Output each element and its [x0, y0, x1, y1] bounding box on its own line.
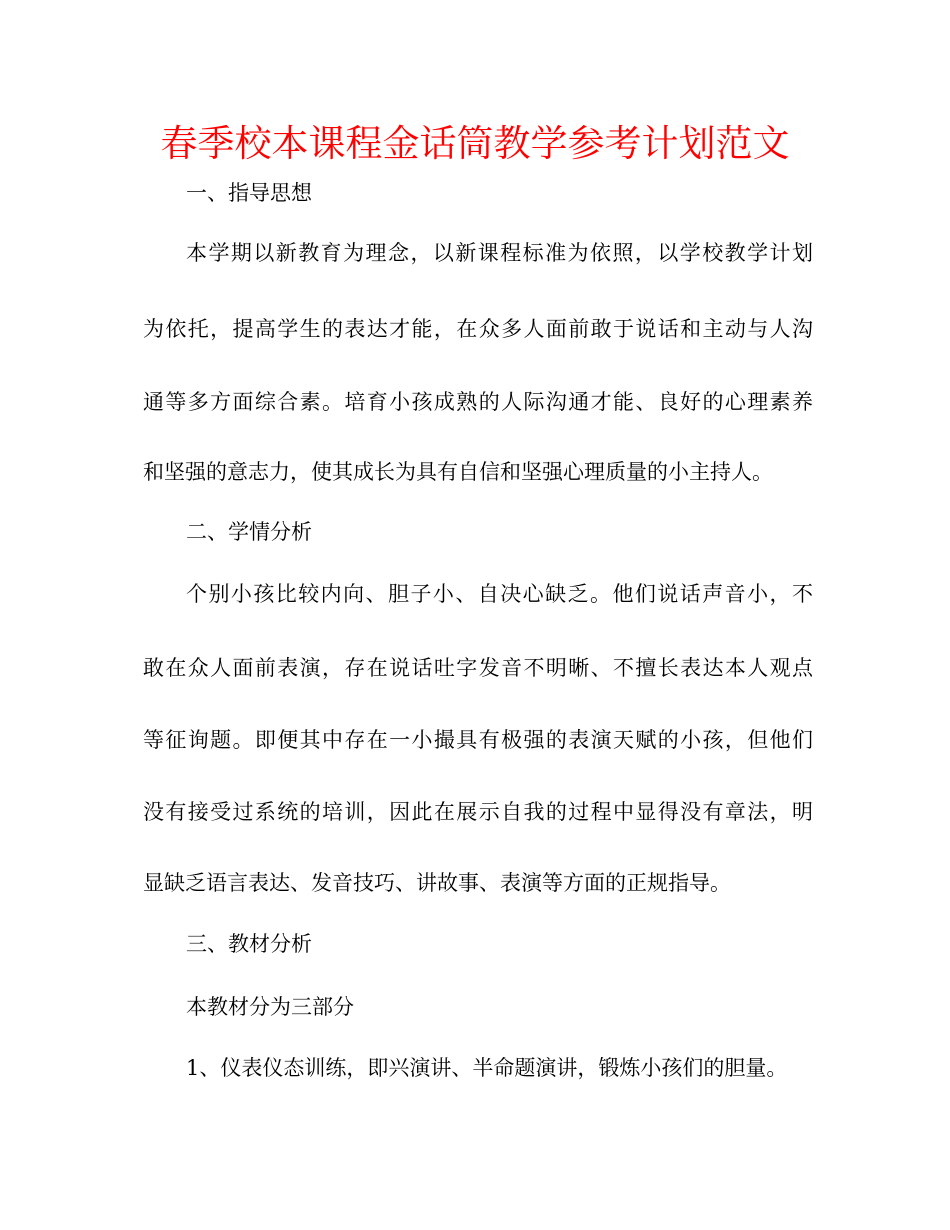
section-heading-guiding-thought: 一、指导思想: [186, 181, 312, 205]
paragraph-line: 没有接受过系统的培训，因此在展示自我的过程中显得没有章法，明: [143, 800, 813, 824]
paragraph-line: 为依托，提高学生的表达才能，在众多人面前敢于说话和主动与人沟: [143, 317, 813, 341]
section-heading-learning-analysis: 二、学情分析: [186, 520, 312, 544]
paragraph-line: 个别小孩比较内向、胆子小、自决心缺乏。他们说话声音小，不: [186, 582, 813, 606]
paragraph-line: 本学期以新教育为理念，以新课程标准为依照，以学校教学计划: [186, 241, 813, 265]
document-title: 春季校本课程金话筒教学参考计划范文: [160, 122, 790, 165]
paragraph-line: 和坚强的意志力，使其成长为具有自信和坚强心理质量的小主持人。: [143, 460, 773, 484]
paragraph-line: 通等多方面综合素。培育小孩成熟的人际沟通才能、良好的心理素养: [143, 390, 813, 414]
section-heading-material-analysis: 三、教材分析: [186, 932, 312, 956]
paragraph-line: 敢在众人面前表演，存在说话吐字发音不明晰、不擅长表达本人观点: [143, 656, 813, 680]
paragraph-line: 等征询题。即便其中存在一小撮具有极强的表演天赋的小孩，但他们: [143, 728, 813, 752]
paragraph-line: 显缺乏语言表达、发音技巧、讲故事、表演等方面的正规指导。: [143, 871, 731, 895]
paragraph-line: 本教材分为三部分: [186, 995, 354, 1019]
list-item: 1、仪表仪态训练，即兴演讲、半命题演讲，锻炼小孩们的胆量。: [186, 1056, 788, 1080]
